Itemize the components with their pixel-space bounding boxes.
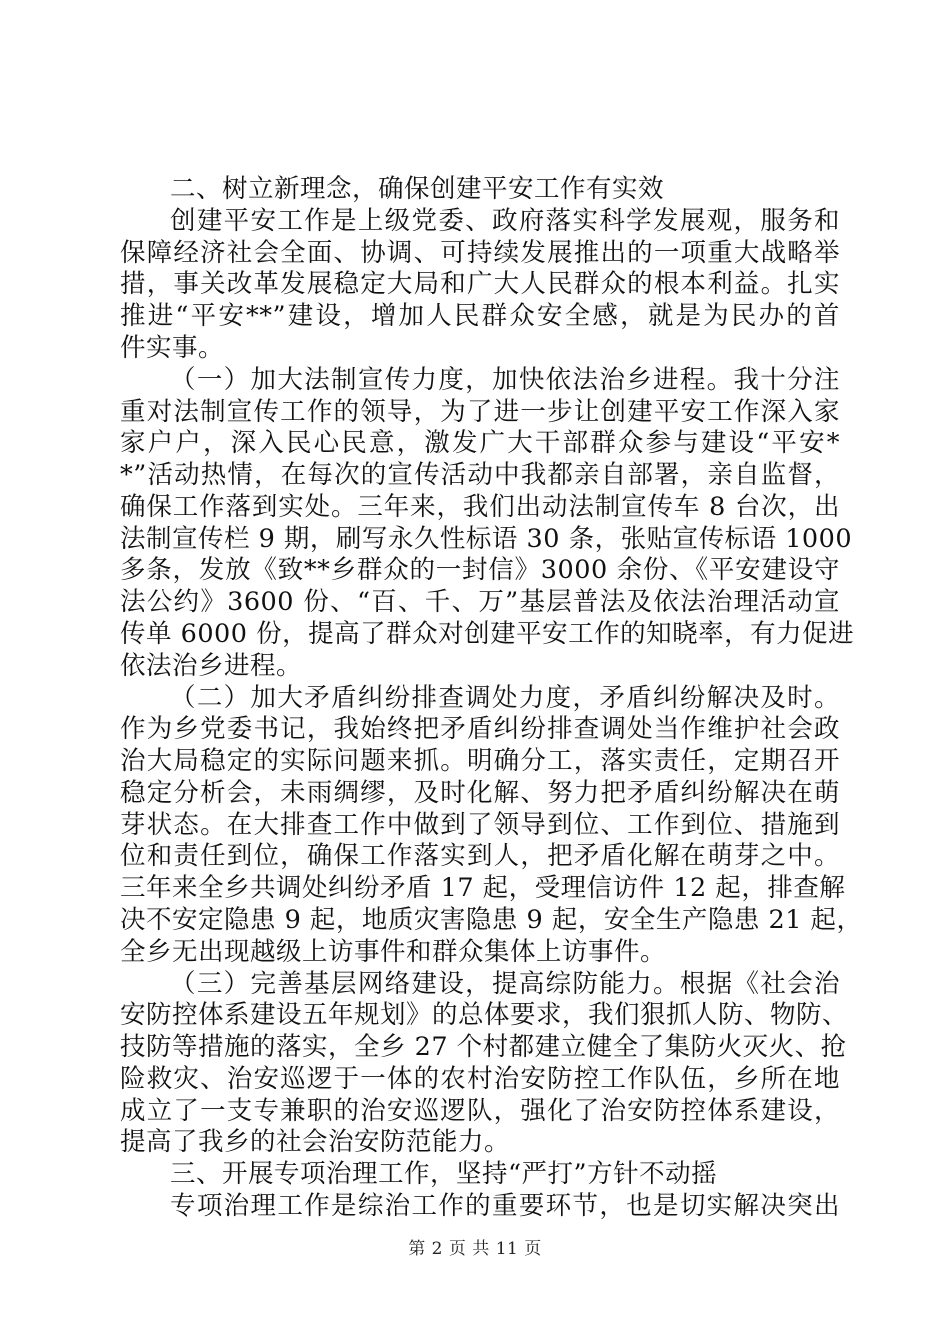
paragraph-line: 传单 6000 份，提高了群众对创建平安工作的知晓率，有力促进 xyxy=(120,618,855,649)
paragraph-line: 芽状态。在大排查工作中做到了领导到位、工作到位、措施到 xyxy=(120,809,840,840)
paragraph-line: 成立了一支专兼职的治安巡逻队，强化了治安防控体系建设， xyxy=(120,1095,840,1126)
paragraph-line: *”活动热情，在每次的宣传活动中我都亲自部署，亲自监督， xyxy=(120,460,840,490)
paragraph-line: 创建平安工作是上级党委、政府落实科学发展观，服务和 xyxy=(170,205,840,236)
paragraph-line: 件实事。 xyxy=(120,332,225,363)
paragraph-line: 重对法制宣传工作的领导，为了进一步让创建平安工作深入家 xyxy=(120,396,840,427)
subsection-heading-3: （三）完善基层网络建设，提高综防能力。根据《社会治 xyxy=(170,968,840,999)
paragraph-line: 安防控体系建设五年规划》的总体要求，我们狠抓人防、物防、 xyxy=(120,1000,849,1031)
paragraph-line: 保障经济社会全面、协调、可持续发展推出的一项重大战略举 xyxy=(120,237,840,268)
paragraph-line: 确保工作落到实处。三年来，我们出动法制宣传车 8 台次，出 xyxy=(120,491,840,522)
paragraph-line: 专项治理工作是综治工作的重要环节，也是切实解决突出 xyxy=(170,1191,840,1221)
paragraph-line: 险救灾、治安巡逻于一体的农村治安防控工作队伍，乡所在地 xyxy=(120,1063,840,1094)
paragraph-line: 措，事关改革发展稳定大局和广大人民群众的根本利益。扎实 xyxy=(120,269,840,300)
paragraph-line: 三年来全乡共调处纠纷矛盾 17 起，受理信访件 12 起，排查解 xyxy=(120,873,846,904)
paragraph-line: 决不安定隐患 9 起，地质灾害隐患 9 起，安全生产隐患 21 起， xyxy=(120,905,863,935)
paragraph-line: 提高了我乡的社会治安防范能力。 xyxy=(120,1127,511,1158)
section-heading-2: 二、树立新理念，确保创建平安工作有实效 xyxy=(170,174,665,204)
section-heading-3: 三、开展专项治理工作，坚持“严打”方针不动摇 xyxy=(170,1159,718,1190)
paragraph-line: 全乡无出现越级上访事件和群众集体上访事件。 xyxy=(120,936,667,967)
paragraph-line: 位和责任到位，确保工作落实到人，把矛盾化解在萌芽之中。 xyxy=(120,841,840,872)
subsection-heading-1: （一）加大法制宣传力度，加快依法治乡进程。我十分注 xyxy=(170,364,840,395)
paragraph-line: 治大局稳定的实际问题来抓。明确分工，落实责任，定期召开 xyxy=(120,746,840,777)
paragraph-line: 推进“平安**”建设，增加人民群众安全感，就是为民办的首 xyxy=(120,301,840,332)
paragraph-line: 多条，发放《致**乡群众的一封信》3000 余份、《平安建设守 xyxy=(120,555,840,586)
paragraph-line: 家户户，深入民心民意，激发广大干部群众参与建设“平安* xyxy=(120,428,840,459)
subsection-heading-2: （二）加大矛盾纠纷排查调处力度，矛盾纠纷解决及时。 xyxy=(170,682,840,713)
paragraph-line: 法制宣传栏 9 期，刷写永久性标语 30 条，张贴宣传标语 1000 xyxy=(120,523,853,554)
paragraph-line: 法公约》3600 份、“百、千、万”基层普法及依法治理活动宣 xyxy=(120,587,840,618)
page-footer: 第 2 页 共 11 页 xyxy=(408,1239,542,1259)
paragraph-line: 依法治乡进程。 xyxy=(120,650,303,681)
paragraph-line: 技防等措施的落实，全乡 27 个村都建立健全了集防火灭火、抢 xyxy=(120,1032,847,1063)
paragraph-line: 作为乡党委书记，我始终把矛盾纠纷排查调处当作维护社会政 xyxy=(120,714,840,745)
paragraph-line: 稳定分析会，未雨绸缪，及时化解、努力把矛盾纠纷解决在萌 xyxy=(120,777,840,808)
